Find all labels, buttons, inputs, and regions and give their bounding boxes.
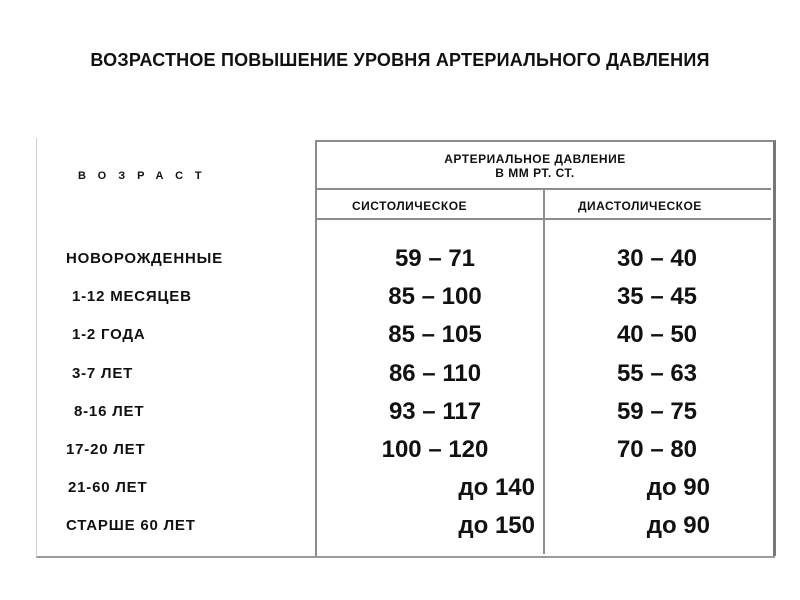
age-cell: 8-16 ЛЕТ	[74, 403, 145, 420]
age-cell: СТАРШЕ 60 ЛЕТ	[66, 517, 196, 534]
table-row	[0, 359, 800, 397]
diastolic-cell: 70 – 80	[616, 436, 698, 463]
pressure-group-header-line2: В ММ РТ. СТ.	[495, 166, 575, 180]
table-row	[0, 397, 800, 435]
systolic-cell: 85 – 100	[388, 283, 482, 310]
systolic-cell: до 150	[458, 512, 535, 539]
systolic-cell: 93 – 117	[388, 398, 482, 425]
systolic-cell: 86 – 110	[388, 360, 482, 387]
diastolic-cell: 59 – 75	[616, 398, 698, 425]
age-cell: 21-60 ЛЕТ	[68, 479, 148, 496]
diastolic-cell: 30 – 40	[616, 245, 698, 272]
age-cell: 1-2 ГОДА	[72, 326, 146, 343]
diastolic-column-header: ДИАСТОЛИЧЕСКОЕ	[578, 199, 702, 213]
age-cell: 3-7 ЛЕТ	[72, 365, 134, 382]
table-row	[0, 435, 800, 473]
table-row	[0, 473, 800, 511]
age-cell: НОВОРОЖДЕННЫЕ	[66, 250, 223, 267]
diastolic-cell: 35 – 45	[616, 283, 698, 310]
systolic-column-header: СИСТОЛИЧЕСКОЕ	[352, 199, 468, 213]
pressure-group-header-line1: АРТЕРИАЛЬНОЕ ДАВЛЕНИЕ	[444, 152, 626, 166]
table-row	[0, 320, 800, 358]
diastolic-cell: до 90	[646, 474, 710, 501]
table-row	[0, 282, 800, 320]
age-column-header: ВОЗРАСТ	[78, 170, 214, 182]
age-cell: 1-12 МЕСЯЦЕВ	[72, 288, 192, 305]
systolic-cell: 85 – 105	[388, 321, 482, 348]
pressure-group-header	[370, 152, 700, 180]
diastolic-cell: 55 – 63	[616, 360, 698, 387]
table-row	[0, 244, 800, 282]
systolic-cell: до 140	[458, 474, 535, 501]
table-row	[0, 511, 800, 549]
systolic-cell: 100 – 120	[381, 436, 489, 463]
page-title: ВОЗРАСТНОЕ ПОВЫШЕНИЕ УРОВНЯ АРТЕРИАЛЬНОГО ДАВЛЕНИЯ	[90, 50, 710, 70]
diastolic-cell: до 90	[646, 512, 710, 539]
age-cell: 17-20 ЛЕТ	[66, 441, 146, 458]
systolic-cell: 59 – 71	[394, 245, 476, 272]
diastolic-cell: 40 – 50	[616, 321, 698, 348]
